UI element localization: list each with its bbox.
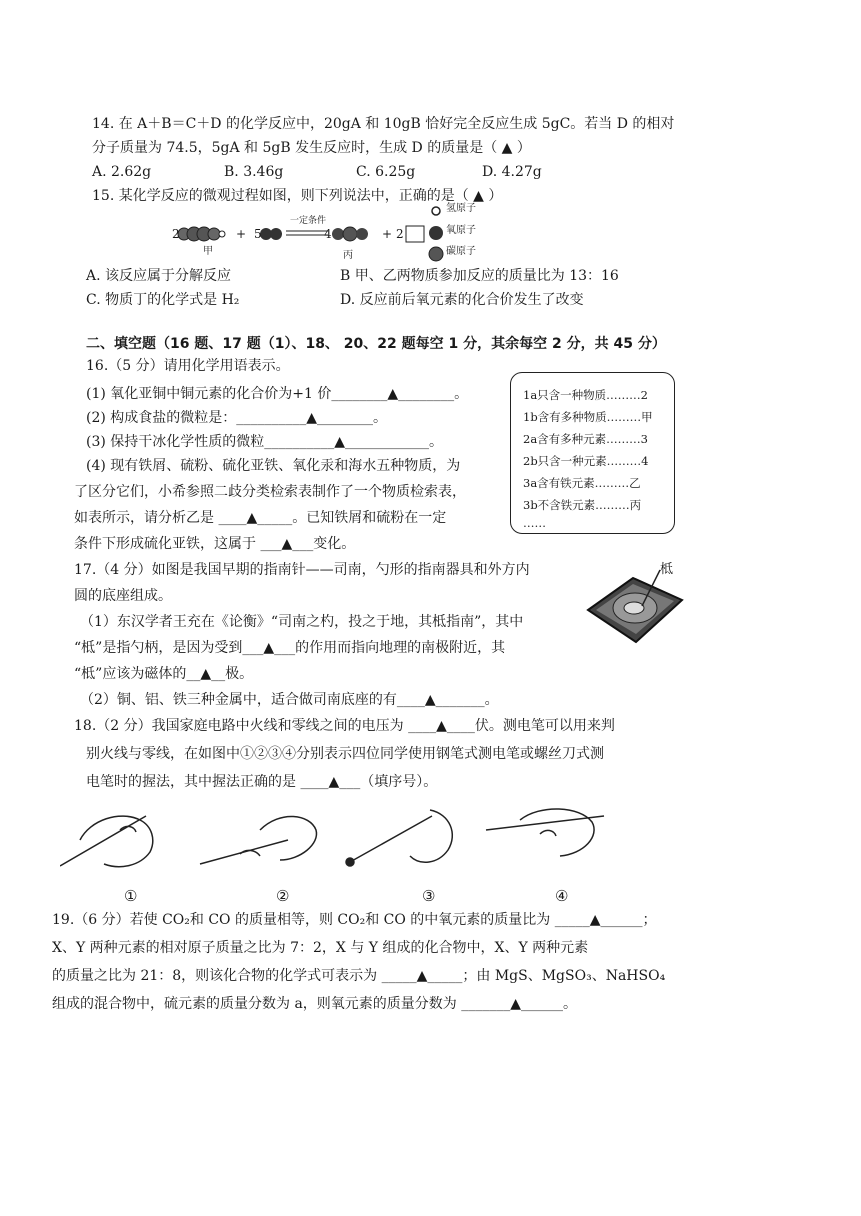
q18-line2: 别火线与零线，在如图中①②③④分别表示四位同学使用钢笔式测电笔或螺丝刀式测 <box>86 746 604 762</box>
q17-line6: （2）铜、铝、铁三种金属中，适合做司南底座的有____▲_______。 <box>80 692 499 708</box>
coef-bing: 4 <box>324 227 332 241</box>
figure-3 <box>346 810 452 866</box>
q14-option-c: C. 6.25g <box>356 164 416 180</box>
q14-line2: 分子质量为 74.5，5gA 和 5gB 发生反应时，生成 D 的质量是（ ▲ ） <box>92 140 531 156</box>
legend-oxygen: 氧原子 <box>446 225 476 236</box>
q15-option-b: B 甲、乙两物质参加反应的质量比为 13：16 <box>340 268 619 284</box>
key-row: …… <box>523 516 546 530</box>
figure-1 <box>60 816 153 867</box>
q16-item-4: (4) 现有铁屑、硫粉、硫化亚铁、氧化汞和海水五种物质，为 <box>86 458 461 474</box>
q15-option-a: A. 该反应属于分解反应 <box>86 268 232 284</box>
q14-line1: 14. 在 A＋B＝C＋D 的化学反应中，20gA 和 10gB 恰好完全反应生成 5gC。若当 D 的相对 <box>92 116 675 132</box>
jia-atom <box>219 231 225 237</box>
legend-hydrogen: 氢原子 <box>446 203 476 214</box>
coef-yi: 5 <box>254 227 262 241</box>
q19-line1: 19.（6 分）若使 CO₂和 CO 的质量相等，则 CO₂和 CO 的中氧元素的质量比为 _____▲______； <box>52 912 657 928</box>
bing-atom <box>332 228 344 240</box>
q14-option-b: B. 3.46g <box>224 164 284 180</box>
q16-item-3: (3) 保持干冰化学性质的微粒__________▲____________。 <box>86 434 444 450</box>
figure-label-1: ① <box>124 887 138 905</box>
key-row: 3b不含铁元素………丙 <box>523 498 642 512</box>
key-row: 1a只含一种物质………2 <box>523 388 648 402</box>
figure-label-4: ④ <box>555 887 569 905</box>
q19-line2: X、Y 两种元素的相对原子质量之比为 7：2，X 与 Y 组成的化合物中，X、Y 两种元素 <box>52 940 589 956</box>
sinan-label: 柢 <box>660 562 674 577</box>
plus-1: + <box>236 227 247 241</box>
jia-atom <box>208 228 220 240</box>
q17-line1: 17.（4 分）如图是我国早期的指南针——司南，勺形的指南器具和外方内 <box>74 562 530 578</box>
q15-option-c: C. 物质丁的化学式是 H₂ <box>86 292 240 308</box>
carbon-atom-icon <box>429 247 443 261</box>
q19-line3: 的质量之比为 21：8，则该化合物的化学式可表示为 _____▲_____；由 MgS、MgSO₃、NaHSO₄ <box>52 968 666 984</box>
q15-stem: 15. 某化学反应的微观过程如图，则下列说法中，正确的是（ ▲ ） <box>92 188 503 204</box>
figure-label-3: ③ <box>422 887 436 905</box>
section-2-title: 二、填空题（16 题、17 题（1）、18、 20、22 题每空 1 分，其余每空 2 分，共 45 分） <box>86 336 666 352</box>
figure-2 <box>200 816 317 864</box>
q17-line3: （1）东汉学者王充在《论衡》“司南之杓，投之于地，其柢指南”，其中 <box>80 614 524 630</box>
q16-item-1: (1) 氧化亚铜中铜元素的化合价为+1 价________▲________。 <box>86 386 469 402</box>
q14-option-a: A. 2.62g <box>92 164 152 180</box>
reaction-condition: 一定条件 <box>290 216 327 226</box>
classification-key-table <box>510 372 675 534</box>
coef-ding: 2 <box>396 227 404 241</box>
key-row: 2a含有多种元素………3 <box>523 432 648 446</box>
q16-item-4-cont2: 如表所示，请分析乙是 ____▲_____。已知铁屑和硫粉在一定 <box>74 510 447 526</box>
q16-item-4-cont3: 条件下形成硫化亚铁，这属于 ___▲___变化。 <box>74 536 356 552</box>
ding-box <box>406 226 424 242</box>
q17-line4: “柢”是指勺柄，是因为受到___▲___的作用而指向地理的南极附近，其 <box>74 640 506 656</box>
bing-atom <box>343 227 357 241</box>
q18-line3: 电笔时的握法，其中握法正确的是 ____▲___（填序号）。 <box>86 774 438 790</box>
q16-stem: 16.（5 分）请用化学用语表示。 <box>86 358 290 374</box>
bing-atom <box>356 228 368 240</box>
plus-2: + <box>382 227 393 241</box>
q14-option-d: D. 4.27g <box>482 164 542 180</box>
oxygen-atom-icon <box>429 226 443 240</box>
q19-line4: 组成的混合物中，硫元素的质量分数为 a，则氧元素的质量分数为 _______▲______。 <box>52 996 578 1012</box>
figure-label-2: ② <box>276 887 290 905</box>
legend-carbon: 碳原子 <box>446 246 476 257</box>
key-row: 2b只含一种元素………4 <box>523 454 649 468</box>
q18-line1: 18.（2 分）我国家庭电路中火线和零线之间的电压为 ____▲____伏。测电笔可以用来判 <box>74 718 615 734</box>
q17-line2: 圆的底座组成。 <box>74 588 172 604</box>
hydrogen-atom-icon <box>432 207 440 215</box>
test-pen-figures <box>60 800 620 880</box>
q15-option-d: D. 反应前后氧元素的化合价发生了改变 <box>340 292 584 308</box>
key-row: 3a含有铁元素………乙 <box>523 476 641 490</box>
q17-line5: “柢”应该为磁体的__▲__极。 <box>74 666 254 682</box>
label-bing: 丙 <box>343 250 353 261</box>
q16-item-4-cont1: 了区分它们，小希参照二歧分类检索表制作了一个物质检索表， <box>74 484 466 500</box>
coef-jia: 2 <box>172 227 180 241</box>
figure-4 <box>486 809 604 856</box>
yi-atom <box>270 228 282 240</box>
label-jia: 甲 <box>203 246 213 257</box>
key-row: 1b含有多种物质………甲 <box>523 410 653 424</box>
q16-item-2: (2) 构成食盐的微粒是：__________▲________。 <box>86 410 388 426</box>
